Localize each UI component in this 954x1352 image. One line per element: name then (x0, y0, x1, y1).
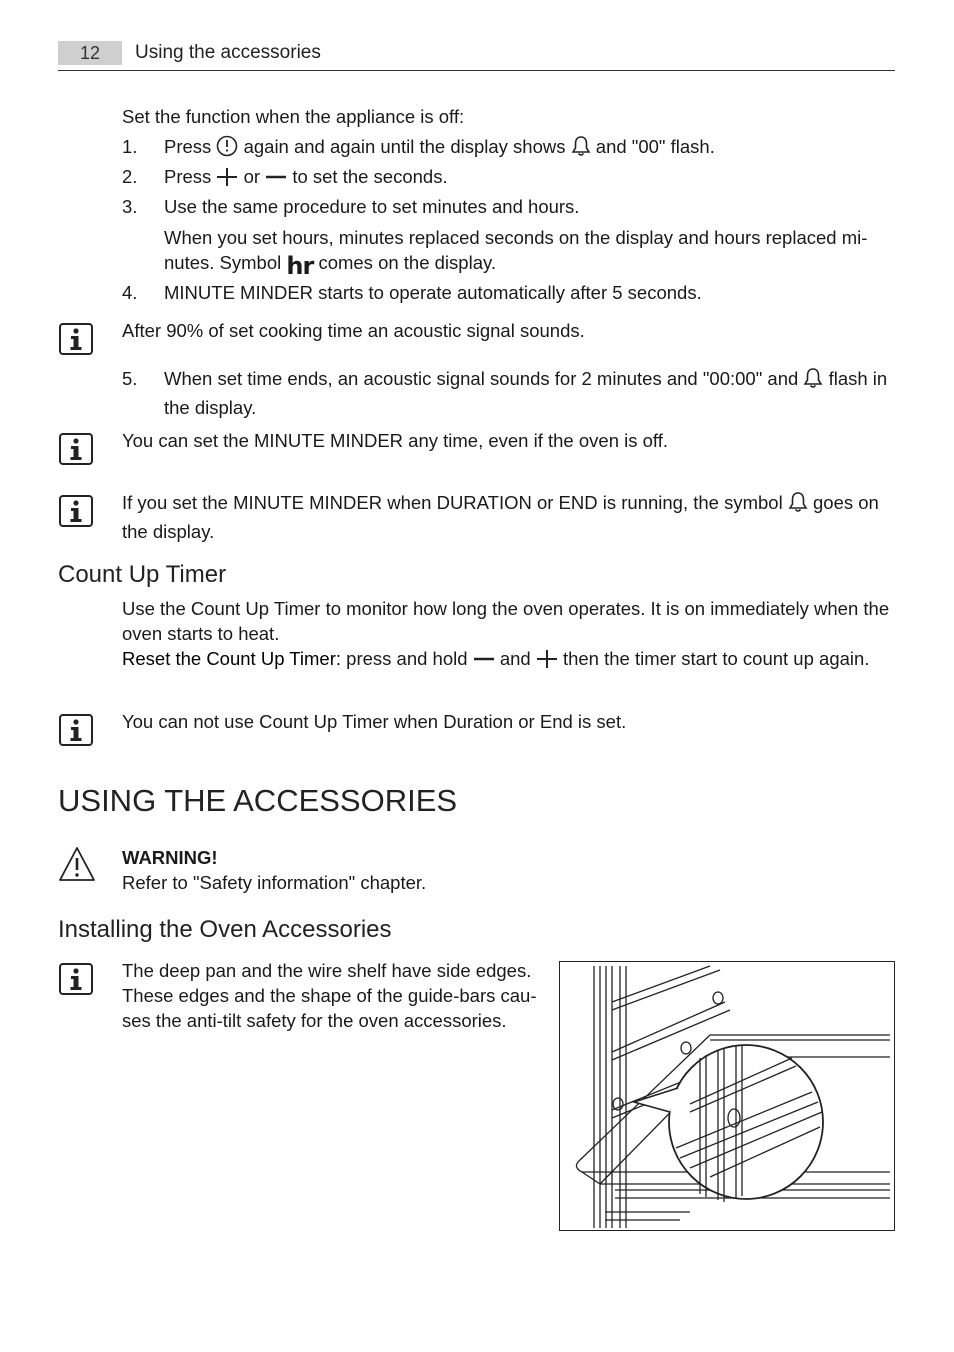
clock-icon (216, 135, 238, 163)
step-5-text: When set time ends, an acoustic signal sounds for 2 minutes and "00:00" and flash in the display. (164, 368, 888, 418)
minus-icon (473, 649, 495, 675)
step-number: 5. (122, 368, 138, 389)
step-3-detail: When you set hours, minutes replaced seconds on the display and hours replaced mi- nutes. Symbol hr comes on the display. (164, 227, 868, 280)
note-count-up-restriction: You can not use Count Up Timer when Duration or End is set. (122, 711, 627, 732)
step-number: 1. (122, 136, 138, 157)
info-icon (59, 433, 93, 465)
running-header: Using the accessories (135, 42, 321, 63)
info-icon (59, 714, 93, 746)
step-number: 4. (122, 282, 138, 303)
plus-icon (536, 649, 558, 675)
note-duration-end: If you set the MINUTE MINDER when DURATION or END is running, the symbol goes on the display. (122, 492, 879, 542)
bell-icon (788, 491, 808, 519)
bell-icon (571, 135, 591, 163)
step-number: 2. (122, 166, 138, 187)
step-1-text: Press again and again until the display shows and "00" flash. (164, 134, 892, 163)
info-icon (59, 495, 93, 527)
bell-icon (803, 367, 823, 395)
info-icon (59, 323, 93, 355)
install-description: The deep pan and the wire shelf have side edges. These edges and the shape of the guide-bars cau- ses the anti-tilt safety for the oven accessories. (122, 960, 537, 1031)
warning-title: WARNING! (122, 847, 218, 868)
step-3-text: Use the same procedure to set minutes and hours. (164, 196, 580, 217)
page-number: 12 (58, 41, 122, 65)
warning-text: Refer to "Safety information" chapter. (122, 872, 427, 893)
hr-symbol: hr (286, 252, 314, 280)
header-divider (58, 70, 895, 71)
info-icon (59, 963, 93, 995)
plus-icon (216, 167, 238, 193)
minus-icon (265, 167, 287, 193)
count-up-reset: Reset the Count Up Timer: press and hold and then the timer start to count up again. (122, 646, 892, 675)
step-2-text: Press or to set the seconds. (164, 164, 892, 193)
section-heading-installing: Installing the Oven Accessories (58, 916, 392, 943)
step-number: 3. (122, 196, 138, 217)
intro-text: Set the function when the appliance is off: (122, 106, 465, 127)
oven-accessory-illustration (559, 961, 895, 1231)
chapter-heading: USING THE ACCESSORIES (58, 783, 458, 818)
note-acoustic-signal: After 90% of set cooking time an acoustic signal sounds. (122, 320, 585, 341)
count-up-description: Use the Count Up Timer to monitor how long the oven operates. It is on immediately when the oven starts to heat. (122, 598, 890, 644)
step-4-text: MINUTE MINDER starts to operate automatically after 5 seconds. (164, 282, 702, 303)
note-minute-minder-anytime: You can set the MINUTE MINDER any time, even if the oven is off. (122, 430, 668, 451)
section-heading-count-up: Count Up Timer (58, 561, 227, 588)
warning-icon (58, 846, 96, 882)
